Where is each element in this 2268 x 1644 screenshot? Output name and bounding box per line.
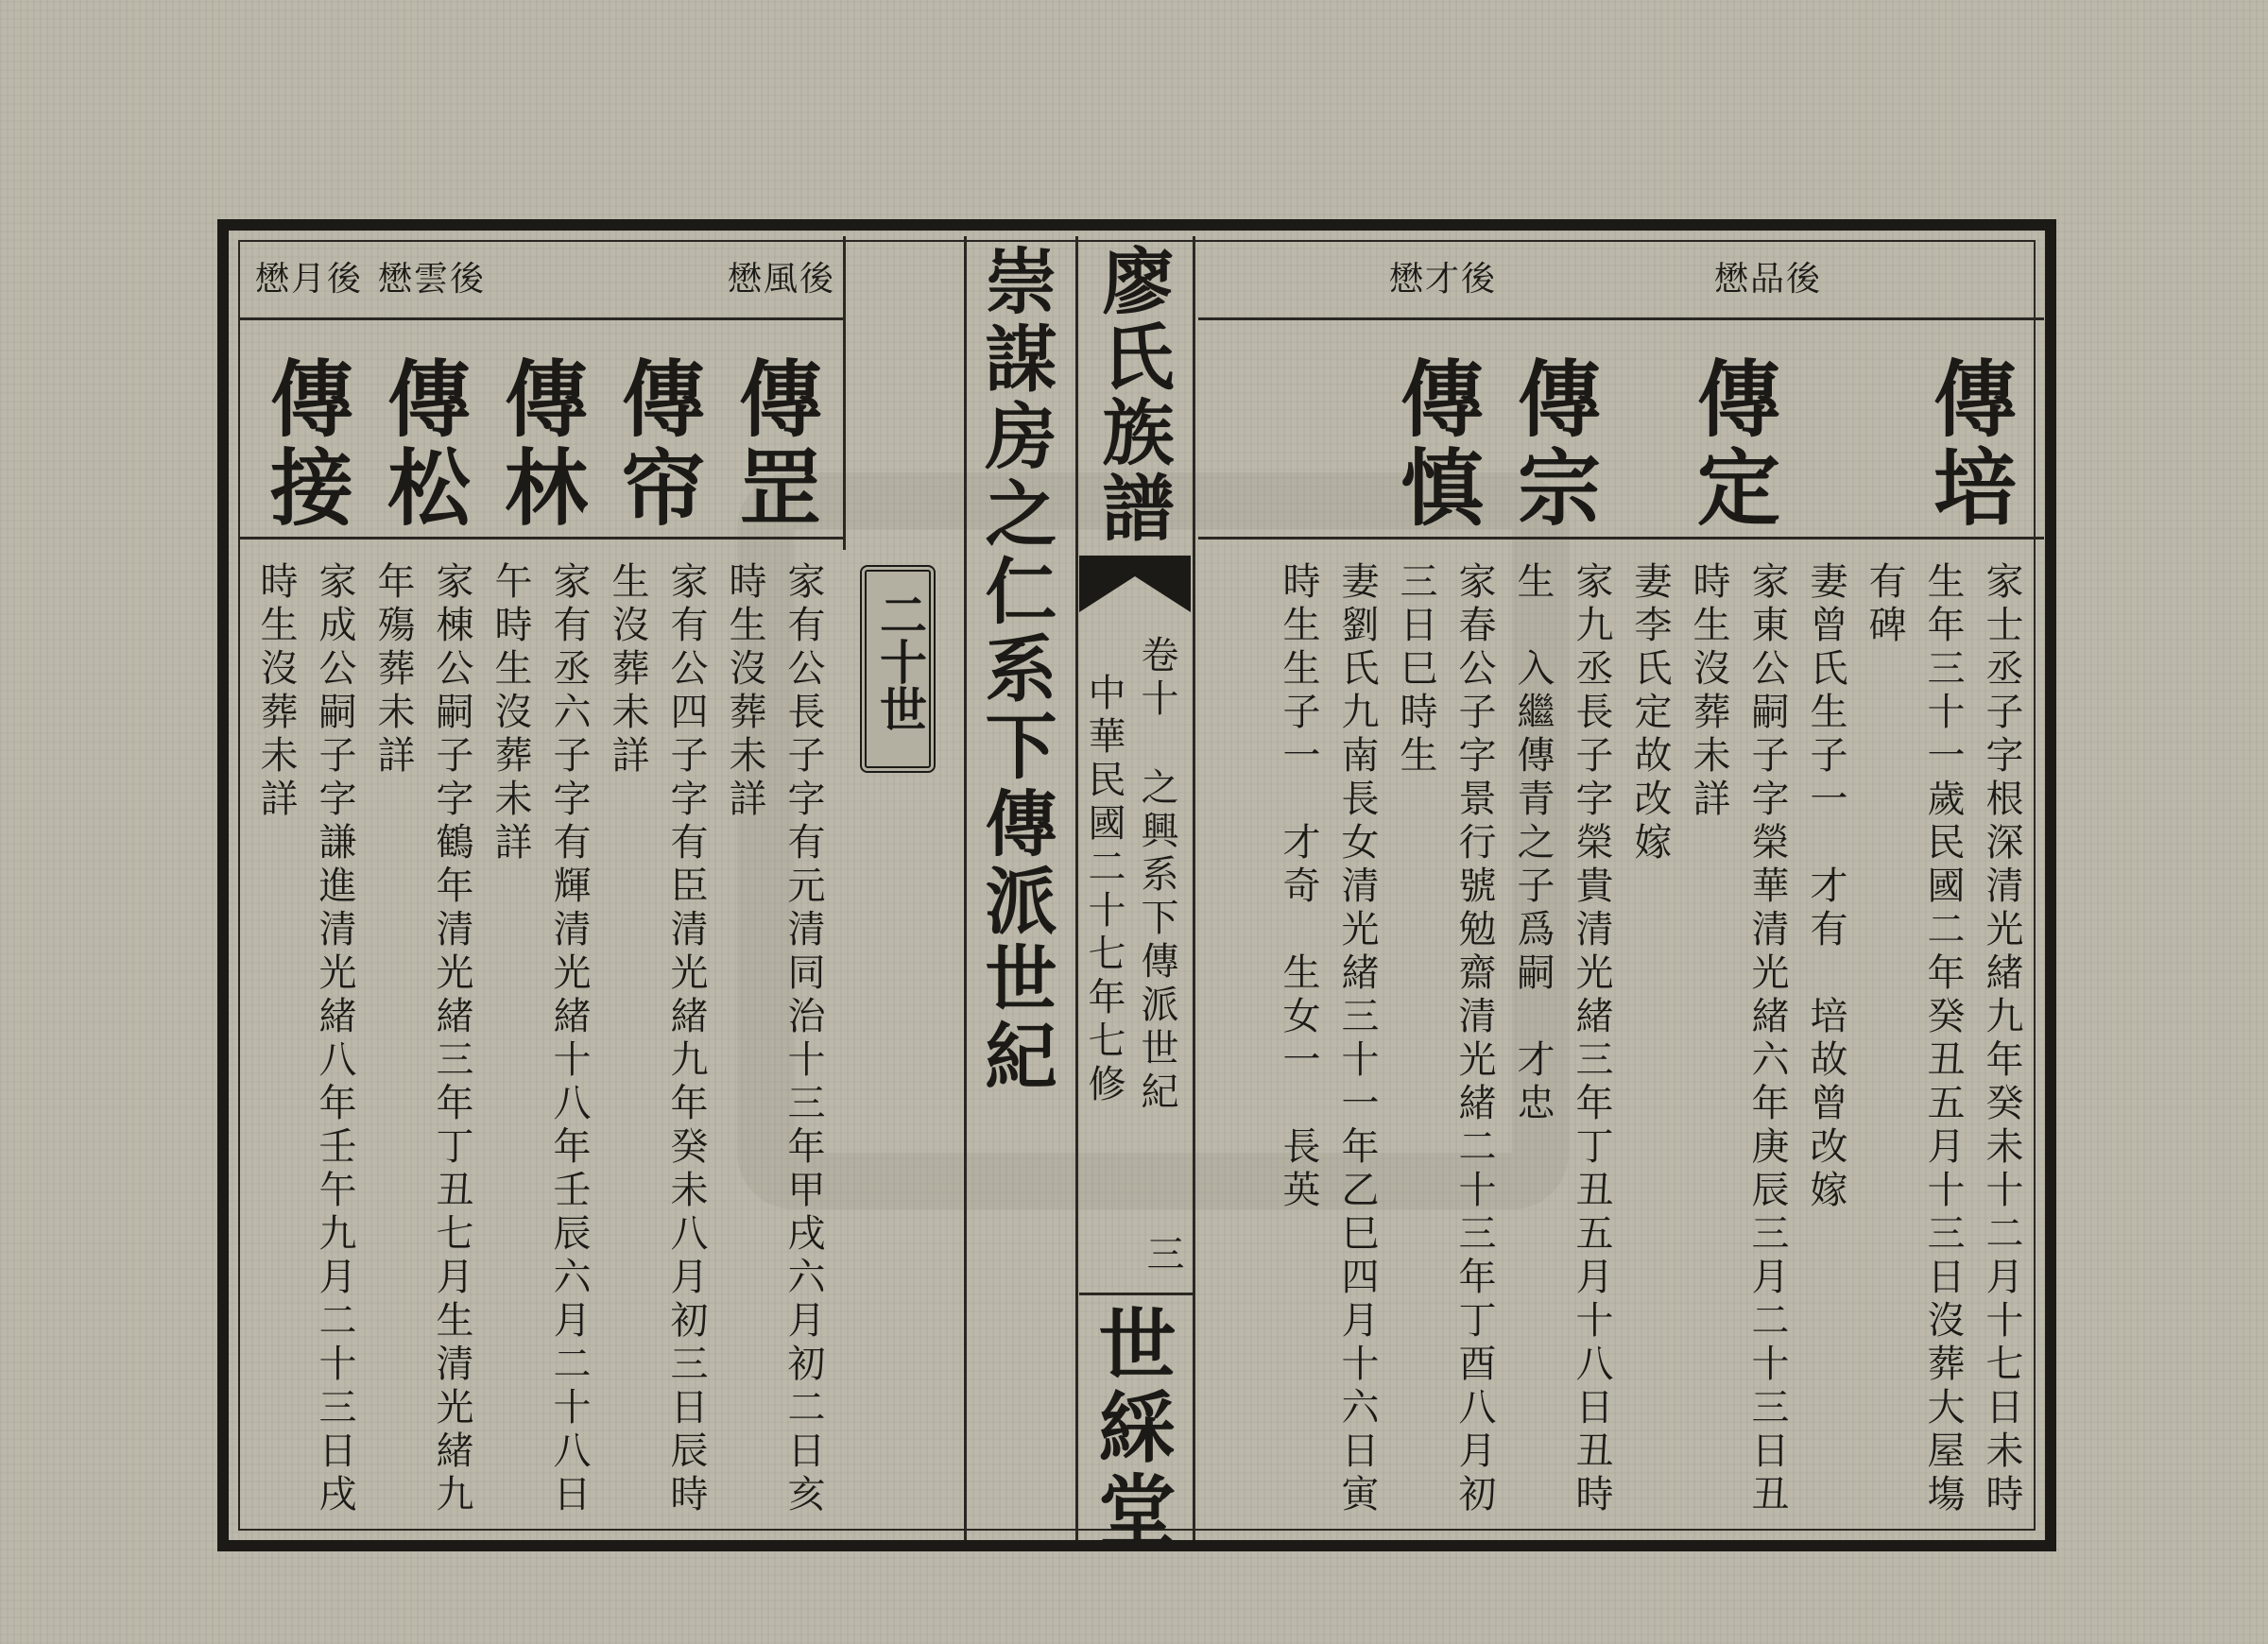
entry-line: 午時生沒葬未詳 (489, 561, 532, 865)
entry-line: 家士丞子字根深清光緒九年癸未十二月十七日未時 (1980, 561, 2023, 1517)
entry-line: 家有公四子字有臣清光緒九年癸未八月初三日辰時 (664, 561, 708, 1517)
hall-rule (1079, 1293, 1193, 1295)
entry-line: 妻李氏定故改嫁 (1628, 561, 1672, 865)
center-divider-b (1193, 236, 1195, 1540)
entry-line: 時生生子一 才奇 生女一 長英 (1277, 561, 1320, 1213)
entry-line: 家有丞六子字有輝清光緒十八年壬辰六月二十八日 (547, 561, 591, 1517)
page-number: 三 (1141, 1234, 1184, 1272)
heir-label: 懋品後 (1714, 260, 1823, 299)
person-name: 傳林 (491, 355, 590, 533)
entry-line: 家棟公嗣子字鶴年清光緒三年丁丑七月生清光緒九 (430, 561, 473, 1517)
person-name: 傳帘 (609, 355, 707, 533)
person-name: 傳松 (374, 355, 472, 533)
volume-number: 卷十 (1135, 635, 1178, 722)
heir-label: 懋月後 (255, 260, 364, 299)
genealogy-title: 廖氏族譜 (1091, 244, 1175, 546)
person-name: 傳罡 (726, 355, 824, 533)
hall-name: 世綵堂 (1086, 1304, 1177, 1553)
left-name-rule (238, 537, 843, 539)
generation-label: 二十世 (860, 565, 936, 773)
entry-line: 妻劉氏九南長女清光緒三十一年乙巳四月十六日寅 (1335, 561, 1379, 1517)
heir-label: 懋雲後 (378, 260, 487, 299)
heir-label: 懋風後 (728, 260, 836, 299)
center-divider-left (964, 236, 967, 1540)
entry-line: 家九丞長子字榮貴清光緒三年丁丑五月十八日丑時 (1570, 561, 1613, 1517)
entry-line: 時生沒葬未詳 (254, 561, 298, 822)
fishtail-mark (1079, 556, 1191, 612)
person-name: 傳接 (257, 355, 355, 533)
heir-label: 懋才後 (1389, 260, 1498, 299)
entry-line: 三日巳時生 (1394, 561, 1437, 779)
entry-line: 生 入繼傳青之子爲嗣 才忠 (1511, 561, 1555, 1126)
revision-note: 中華民國二十七年七修 (1082, 673, 1125, 1107)
person-name: 傳培 (1920, 355, 2019, 533)
left-panel-divider (843, 236, 846, 550)
section-title: 之興系下傳派世紀 (1135, 767, 1178, 1115)
right-name-rule (1198, 537, 2044, 539)
right-header-rule (1198, 317, 2044, 320)
entry-line: 生沒葬未詳 (606, 561, 649, 779)
center-divider-a (1075, 236, 1078, 1540)
person-name: 傳慎 (1387, 355, 1486, 533)
entry-line: 生年三十一歲民國二年癸丑五月十三日沒葬大屋塲 (1921, 561, 1965, 1517)
person-name: 傳宗 (1504, 355, 1603, 533)
left-header-rule (238, 317, 843, 320)
entry-line: 年殤葬未詳 (371, 561, 415, 779)
entry-line: 有碑 (1863, 561, 1906, 648)
entry-line: 家春公子字景行號勉齋清光緒二十三年丁酉八月初 (1452, 561, 1496, 1517)
branch-subtitle: 崇謀房之仁系下傳派世紀 (973, 244, 1057, 1096)
entry-line: 家成公嗣子字謙進清光緒八年壬午九月二十三日戌 (313, 561, 356, 1517)
entry-line: 時生沒葬未詳 (723, 561, 766, 822)
entry-line: 家東公嗣子字榮華清光緒六年庚辰三月二十三日丑 (1745, 561, 1789, 1517)
entry-line: 家有公長子字有元清同治十三年甲戌六月初二日亥 (782, 561, 825, 1517)
entry-line: 時生沒葬未詳 (1687, 561, 1730, 822)
person-name: 傳定 (1684, 355, 1782, 533)
entry-line: 妻曾氏生子一 才有 培故曾改嫁 (1804, 561, 1847, 1213)
